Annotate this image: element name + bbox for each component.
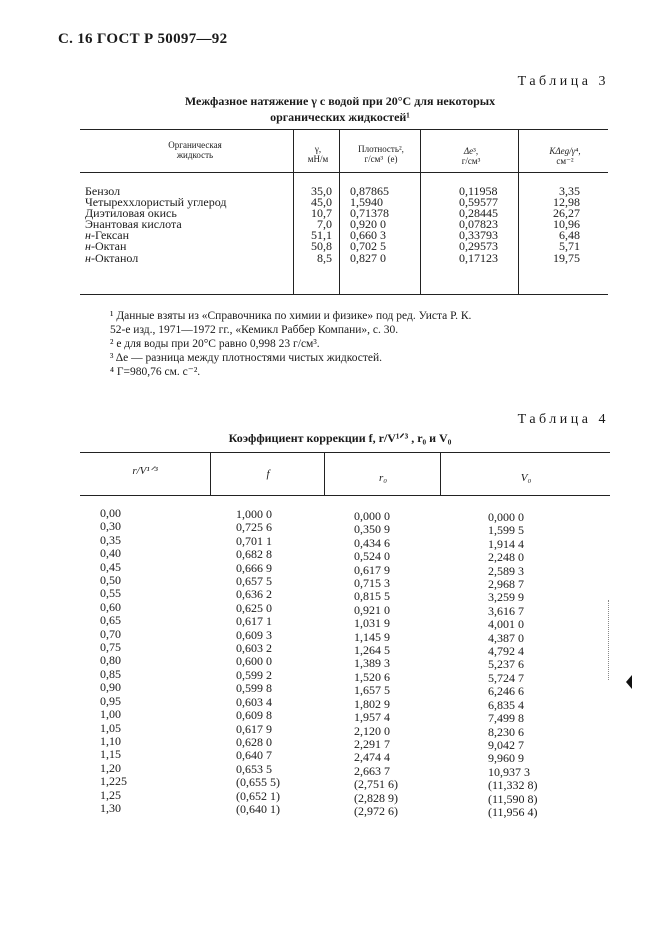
table3-title-line2: органических жидкостей¹ [270,110,410,124]
table3-title-line1: Межфазное натяжение γ с водой при 20°C для некоторых [184,94,496,108]
header-line: см⁻² [556,156,574,166]
table4-col-rV: 0,00 0,30 0,35 0,40 0,45 0,50 0,55 0,60 0,65 0,70 0,75 0,80 0,85 0,90 0,95 1,00 1,05 1,10 1,15 1,20 1,225 1,25 1,30 [100,506,127,815]
footnote-3: ³ Δe — разница между плотностями чистых жидкостей. [110,352,383,364]
table3-cell: Энантовая кислота [85,217,182,232]
table3-cell: 0,11958 [459,184,498,198]
table3-cell: 0,28445 [459,206,498,221]
table4-header-V0: V₀ [520,472,532,484]
table3-title [60,93,620,125]
table3-col-delta [459,186,498,264]
table4-col-r0: 0,000 0 0,350 9 0,434 6 0,524 0 0,617 9 0,715 3 0,815 5 0,921 0 1,031 9 1,145 9 1,264 5 1,389 3 1,520 6 1,657 5 1,802 9 1,957 4 2,120 0 2,291 7 2,474 4 2,663 7 (2,751 6) (2,828 9) (2,972 6) [354,509,398,818]
table4-label: Таблица 4 [517,412,609,427]
table3-cell: 0,71378 [350,206,389,221]
table3-cell: 3,35 [559,184,580,198]
table3-cell: 0,33793 [459,228,498,243]
table3-header-delta [424,146,518,166]
table3-header-gamma [296,144,340,164]
table4-header-f: f [266,468,270,480]
header-line: γ, [314,144,322,154]
table4-col-divider [324,452,325,495]
table4-col-divider [440,452,441,495]
table3-top-rule [80,129,608,130]
table4-header-r0: r₀ [378,472,388,484]
header-line: KΔeg/γ⁴, [549,146,581,156]
table3-cell: н-Октанол [85,250,139,265]
table4-col-f: 1,000 0 0,725 6 0,701 1 0,682 8 0,666 9 0,657 5 0,636 2 0,625 0 0,617 1 0,609 3 0,603 2 0,600 0 0,599 2 0,599 8 0,603 4 0,609 8 0,617 9 0,628 0 0,640 7 0,653 5 (0,655 5) (0,652 1) (0,640 1) [236,507,280,816]
table3-cell: 0,29573 [459,239,498,254]
table3-cell: 7,0 [317,217,332,232]
table3-cell: 10,7 [311,206,332,221]
scan-dots [608,600,609,680]
table3-cell: 0,827 0 [350,250,386,265]
table3-cell: 26,27 [553,206,580,221]
table3-header-density [342,144,420,164]
footnote-2: ² e для воды при 20°C равно 0,998 23 г/см³. [110,338,320,350]
table4-top-rule [80,452,610,453]
table3-cell: 45,0 [311,195,332,210]
table4-header-rule [80,495,610,496]
table3-cell: 0,660 3 [350,228,386,243]
table3-cell: 8,5 [317,250,332,265]
table3-col-gamma [296,186,332,264]
table3-cell: 0,07823 [459,217,498,232]
table3-label: Таблица 3 [517,74,609,89]
margin-mark [626,675,632,689]
header-line: жидкость [176,150,214,160]
table3-cell: Бензол [85,184,121,198]
header-line: Плотность², [358,144,404,154]
table3-col-liquid [85,186,226,264]
header-line: г/см³ [461,156,481,166]
header-line: Δe³, [463,146,479,156]
table3-col-divider [518,129,519,294]
table3-col-divider [293,129,294,294]
table4-title: Коэффициент коррекции f, r/V¹ᐟ³ , r₀ и V₀ [228,431,452,445]
footnote-1b: 52-е изд., 1971—1972 гг., «Кемикл Раббер Компани», с. 30. [110,324,399,336]
table3-bottom-rule [80,294,608,295]
table3-col-density [350,186,389,264]
table4-col-divider [210,452,211,495]
footnote-4: ⁴ Г=980,76 см. с⁻². [110,366,201,378]
table3-cell: 12,98 [553,195,580,210]
table3-cell: 1,5940 [350,195,383,210]
table3-cell: 0,920 0 [350,217,386,232]
header-line: Органическая [168,140,222,150]
table3-cell: 0,702 5 [350,239,386,254]
table3-cell: Диэтиловая окись [85,206,177,221]
table3-col-k [540,186,580,264]
table3-col-divider [420,129,421,294]
table3-cell: 35,0 [311,184,332,198]
table3-cell: н-Октан [85,239,127,254]
table3-cell: н-Гексан [85,228,130,243]
table3-cell: Четыреххлористый углерод [85,195,227,210]
table4-col-V0: 0,000 0 1,599 5 1,914 4 2,248 0 2,589 3 2,968 7 3,259 9 3,616 7 4,001 0 4,387 0 4,792 4 5,237 6 5,724 7 6,246 6 6,835 4 7,499 8 8,230 6 9,042 7 9,960 9 10,937 3 (11,332 8) (11,590 8) (11,956 4) [488,510,538,819]
table4-header-rV: r/V¹ᐟ³ [132,465,158,477]
page-header: С. 16 ГОСТ Р 50097—92 [58,31,228,47]
table3-cell: 51,1 [311,228,332,243]
table3-cell: 5,71 [559,239,580,254]
table3-cell: 0,59577 [459,195,498,210]
table3-cell: 6,48 [559,228,580,243]
header-line: г/см³ (e) [364,154,398,164]
table3-header-liquid [110,140,280,160]
table3-cell: 50,8 [311,239,332,254]
table3-cell: 0,17123 [459,250,498,265]
table3-header-rule [80,172,608,173]
table3-cell: 19,75 [553,250,580,265]
table3-header-k [522,146,608,166]
table3-cell: 0,87865 [350,184,389,198]
table3-cell: 10,96 [553,217,580,232]
footnote-1a: ¹ Данные взяты из «Справочника по химии и физике» под ред. Уиста Р. К. [110,310,472,322]
header-line: мН/м [307,154,329,164]
